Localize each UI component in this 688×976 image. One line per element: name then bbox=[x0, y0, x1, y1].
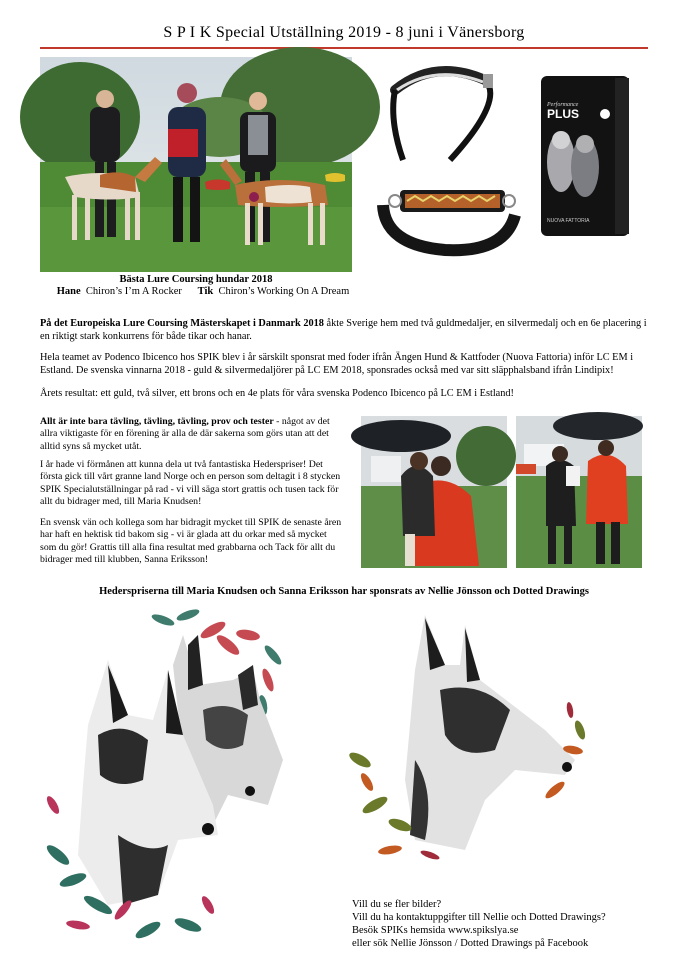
caption-hane-name: Chiron’s I’m A Rocker bbox=[85, 286, 182, 297]
photo-caption bbox=[40, 274, 352, 298]
left-p1-bold: Allt är inte bara tävling, tävling, tävling, prov och tester bbox=[40, 416, 274, 427]
intro-paragraph-3: Årets resultat: ett guld, två silver, ett brons och en 4e plats för våra svenska Podenco Ibicenco på LC EM i Estland! bbox=[40, 388, 514, 399]
footer-line-2: Vill du ha kontaktuppgifter till Nellie och Dotted Drawings? bbox=[352, 912, 606, 923]
left-column-p1 bbox=[40, 416, 345, 453]
intro-paragraph-2: Hela teamet av Podenco Ibicenco hos SPIK blev i år särskilt sponsrat med foder ifrån Ängen Hund & Kattfoder (Nuova Fattoria) inför LC EM i Estland. De svenska vinnarna 2018 - guld & silvermedaljörer på LC EM 2018, sponsrades också med var sitt släpphalsband ifrån Lindipix! bbox=[40, 352, 634, 376]
page-title: S P I K Special Utställning 2019 - 8 juni i Vänersborg bbox=[163, 24, 525, 41]
slip-collar-image bbox=[375, 60, 525, 170]
footer-line-4: eller sök Nellie Jönsson / Dotted Drawings på Facebook bbox=[352, 938, 589, 949]
footer-info bbox=[352, 898, 652, 950]
title-divider bbox=[40, 47, 648, 49]
bag-side-text: PLUS bbox=[644, 170, 654, 195]
award-hug-photo bbox=[361, 416, 507, 568]
caption-title: Bästa Lure Coursing hundar 2018 bbox=[119, 274, 273, 285]
footer-line-3: Besök SPIKs hemsida www.spikslya.se bbox=[352, 925, 519, 936]
sponsor-line: Hederspriserna till Maria Knudsen och Sanna Eriksson har sponsrats av Nellie Jönsson och Dotted Drawings bbox=[99, 586, 589, 597]
caption-tik-name: Chiron’s Working On A Dream bbox=[218, 286, 350, 297]
lure-coursing-winners-photo bbox=[40, 57, 352, 272]
left-column-p3: En svensk vän och kollega som har bidragit mycket till SPIK de senaste åren har haft en hektisk tid bakom sig - vi är glada att du orkar med så mycket som du gör! Grattis till alla fina resultat med grabbarna och Tack för allt du bidrager med till klubben, Sanna Eriksson! bbox=[40, 517, 342, 565]
left-column-p2: I år hade vi förmånen att kunna dela ut två fantastiska Hederspriser! Det första gick till vårt granne land Norge och en person som deltagit i 8 stycken SPIK Specialutställningar på rad - vi vill säga stort grattis och tusen tack för allt du bidrager med, till Maria Knudsen! bbox=[40, 459, 341, 507]
intro-p1-bold: På det Europeiska Lure Coursing Mästerskapet i Danmark 2018 bbox=[40, 318, 324, 329]
footer-line-1: Vill du se fler bilder? bbox=[352, 899, 442, 910]
intro-p1-rest: åkte Sverige hem med två guldmedaljer, en silvermedalj och en 6e placering i en riktigt stark konkurrens för både tikar och hanar. bbox=[40, 318, 647, 342]
bag-brand-text: PLUS bbox=[547, 107, 580, 121]
embroidered-collar-image bbox=[375, 185, 525, 265]
intro-paragraph-1 bbox=[40, 318, 650, 343]
left-p1-rest: - något av det allra viktigaste för en förening är alla de där sakerna som görs utan att det alltid syns så mycket utåt. bbox=[40, 416, 330, 452]
award-raincoat-photo bbox=[516, 416, 642, 568]
bag-maker-text: NUOVA FATTORIA bbox=[547, 218, 590, 224]
svg-text:Performance: Performance bbox=[547, 102, 579, 108]
caption-tik-label: Tik bbox=[197, 286, 214, 297]
caption-hane-label: Hane bbox=[56, 286, 81, 297]
dotted-drawing-single-dog bbox=[345, 610, 595, 865]
dotted-drawing-two-dogs bbox=[38, 605, 303, 950]
dog-food-bag-image bbox=[537, 72, 654, 240]
